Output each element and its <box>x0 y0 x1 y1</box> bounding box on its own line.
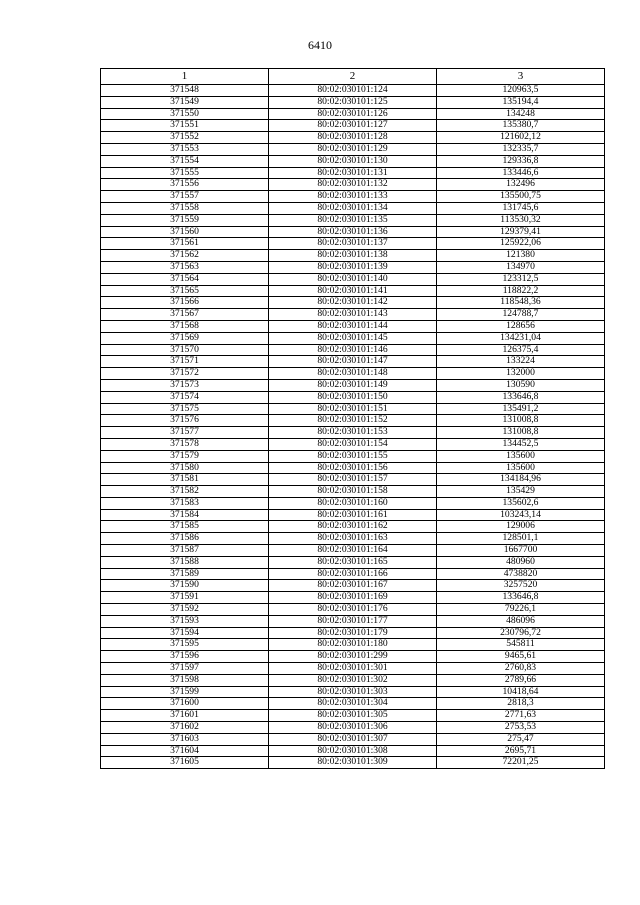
value-cell: 480960 <box>437 556 605 568</box>
record-number-cell: 371558 <box>101 202 269 214</box>
value-cell: 128656 <box>437 320 605 332</box>
record-number-cell: 371589 <box>101 568 269 580</box>
table-row <box>101 108 605 120</box>
table-body <box>101 85 605 769</box>
value-cell: 135194,4 <box>437 96 605 108</box>
record-number-cell: 371573 <box>101 379 269 391</box>
table-row <box>101 320 605 332</box>
table-row <box>101 509 605 521</box>
record-number-cell: 371593 <box>101 615 269 627</box>
value-cell: 134184,96 <box>437 474 605 486</box>
cadastral-number-cell: 80:02:030101:142 <box>269 297 437 309</box>
value-cell: 120963,5 <box>437 85 605 97</box>
registry-table <box>100 68 605 769</box>
cadastral-number-cell: 80:02:030101:128 <box>269 132 437 144</box>
value-cell: 79226,1 <box>437 604 605 616</box>
table-row <box>101 486 605 498</box>
table-row <box>101 332 605 344</box>
table-row <box>101 545 605 557</box>
cadastral-number-cell: 80:02:030101:127 <box>269 120 437 132</box>
cadastral-number-cell: 80:02:030101:135 <box>269 214 437 226</box>
record-number-cell: 371580 <box>101 462 269 474</box>
value-cell: 129336,8 <box>437 155 605 167</box>
record-number-cell: 371592 <box>101 604 269 616</box>
record-number-cell: 371572 <box>101 368 269 380</box>
table-row <box>101 297 605 309</box>
cadastral-number-cell: 80:02:030101:143 <box>269 309 437 321</box>
record-number-cell: 371602 <box>101 722 269 734</box>
cadastral-number-cell: 80:02:030101:132 <box>269 179 437 191</box>
cadastral-number-cell: 80:02:030101:299 <box>269 651 437 663</box>
cadastral-number-cell: 80:02:030101:140 <box>269 273 437 285</box>
cadastral-number-cell: 80:02:030101:158 <box>269 486 437 498</box>
table-row <box>101 155 605 167</box>
table-row <box>101 120 605 132</box>
table-row <box>101 368 605 380</box>
cadastral-number-cell: 80:02:030101:149 <box>269 379 437 391</box>
value-cell: 103243,14 <box>437 509 605 521</box>
cadastral-number-cell: 80:02:030101:157 <box>269 474 437 486</box>
record-number-cell: 371603 <box>101 733 269 745</box>
record-number-cell: 371556 <box>101 179 269 191</box>
record-number-cell: 371549 <box>101 96 269 108</box>
table-row <box>101 85 605 97</box>
table-row <box>101 179 605 191</box>
value-cell: 132335,7 <box>437 143 605 155</box>
record-number-cell: 371570 <box>101 344 269 356</box>
record-number-cell: 371566 <box>101 297 269 309</box>
cadastral-number-cell: 80:02:030101:305 <box>269 710 437 722</box>
page-number: 6410 <box>308 38 332 52</box>
record-number-cell: 371555 <box>101 167 269 179</box>
table-row <box>101 722 605 734</box>
table-row <box>101 674 605 686</box>
table-row <box>101 580 605 592</box>
record-number-cell: 371584 <box>101 509 269 521</box>
cadastral-number-cell: 80:02:030101:161 <box>269 509 437 521</box>
value-cell: 2789,66 <box>437 674 605 686</box>
table-row <box>101 651 605 663</box>
table-row <box>101 356 605 368</box>
cadastral-number-cell: 80:02:030101:129 <box>269 143 437 155</box>
table-row <box>101 568 605 580</box>
table-row <box>101 757 605 769</box>
record-number-cell: 371598 <box>101 674 269 686</box>
record-number-cell: 371579 <box>101 450 269 462</box>
cadastral-number-cell: 80:02:030101:304 <box>269 698 437 710</box>
record-number-cell: 371563 <box>101 261 269 273</box>
cadastral-number-cell: 80:02:030101:156 <box>269 462 437 474</box>
value-cell: 128501,1 <box>437 533 605 545</box>
value-cell: 132496 <box>437 179 605 191</box>
value-cell: 134970 <box>437 261 605 273</box>
record-number-cell: 371553 <box>101 143 269 155</box>
cadastral-number-cell: 80:02:030101:164 <box>269 545 437 557</box>
value-cell: 72201,25 <box>437 757 605 769</box>
cadastral-number-cell: 80:02:030101:126 <box>269 108 437 120</box>
record-number-cell: 371548 <box>101 85 269 97</box>
cadastral-number-cell: 80:02:030101:306 <box>269 722 437 734</box>
table-row <box>101 202 605 214</box>
cadastral-number-cell: 80:02:030101:151 <box>269 403 437 415</box>
record-number-cell: 371574 <box>101 391 269 403</box>
cadastral-number-cell: 80:02:030101:165 <box>269 556 437 568</box>
cadastral-number-cell: 80:02:030101:160 <box>269 497 437 509</box>
record-number-cell: 371583 <box>101 497 269 509</box>
table-row <box>101 96 605 108</box>
record-number-cell: 371550 <box>101 108 269 120</box>
value-cell: 132000 <box>437 368 605 380</box>
value-cell: 275,47 <box>437 733 605 745</box>
record-number-cell: 371559 <box>101 214 269 226</box>
cadastral-number-cell: 80:02:030101:124 <box>269 85 437 97</box>
record-number-cell: 371557 <box>101 191 269 203</box>
table-row <box>101 309 605 321</box>
record-number-cell: 371590 <box>101 580 269 592</box>
value-cell: 121380 <box>437 250 605 262</box>
cadastral-number-cell: 80:02:030101:155 <box>269 450 437 462</box>
value-cell: 130590 <box>437 379 605 391</box>
record-number-cell: 371604 <box>101 745 269 757</box>
value-cell: 2753,53 <box>437 722 605 734</box>
record-number-cell: 371569 <box>101 332 269 344</box>
record-number-cell: 371595 <box>101 639 269 651</box>
cadastral-number-cell: 80:02:030101:177 <box>269 615 437 627</box>
record-number-cell: 371560 <box>101 226 269 238</box>
value-cell: 129379,41 <box>437 226 605 238</box>
table-row <box>101 344 605 356</box>
column-header-1: 1 <box>101 69 269 85</box>
record-number-cell: 371576 <box>101 415 269 427</box>
value-cell: 125922,06 <box>437 238 605 250</box>
cadastral-number-cell: 80:02:030101:150 <box>269 391 437 403</box>
value-cell: 2771,63 <box>437 710 605 722</box>
value-cell: 9465,61 <box>437 651 605 663</box>
table-row <box>101 733 605 745</box>
record-number-cell: 371578 <box>101 438 269 450</box>
cadastral-number-cell: 80:02:030101:308 <box>269 745 437 757</box>
cadastral-number-cell: 80:02:030101:154 <box>269 438 437 450</box>
value-cell: 133646,8 <box>437 391 605 403</box>
table-row <box>101 497 605 509</box>
cadastral-number-cell: 80:02:030101:133 <box>269 191 437 203</box>
record-number-cell: 371605 <box>101 757 269 769</box>
value-cell: 2760,83 <box>437 663 605 675</box>
table-row <box>101 415 605 427</box>
value-cell: 129006 <box>437 521 605 533</box>
record-number-cell: 371552 <box>101 132 269 144</box>
table-row <box>101 427 605 439</box>
cadastral-number-cell: 80:02:030101:134 <box>269 202 437 214</box>
record-number-cell: 371585 <box>101 521 269 533</box>
cadastral-number-cell: 80:02:030101:130 <box>269 155 437 167</box>
cadastral-number-cell: 80:02:030101:125 <box>269 96 437 108</box>
cadastral-number-cell: 80:02:030101:180 <box>269 639 437 651</box>
table-row <box>101 250 605 262</box>
cadastral-number-cell: 80:02:030101:166 <box>269 568 437 580</box>
record-number-cell: 371588 <box>101 556 269 568</box>
value-cell: 10418,64 <box>437 686 605 698</box>
record-number-cell: 371564 <box>101 273 269 285</box>
value-cell: 126375,4 <box>437 344 605 356</box>
record-number-cell: 371594 <box>101 627 269 639</box>
value-cell: 486096 <box>437 615 605 627</box>
table-row <box>101 379 605 391</box>
cadastral-number-cell: 80:02:030101:153 <box>269 427 437 439</box>
record-number-cell: 371568 <box>101 320 269 332</box>
cadastral-number-cell: 80:02:030101:145 <box>269 332 437 344</box>
record-number-cell: 371581 <box>101 474 269 486</box>
table-row <box>101 556 605 568</box>
table-row <box>101 261 605 273</box>
value-cell: 2695,71 <box>437 745 605 757</box>
table-row <box>101 592 605 604</box>
table-row <box>101 167 605 179</box>
cadastral-number-cell: 80:02:030101:138 <box>269 250 437 262</box>
table-row <box>101 132 605 144</box>
value-cell: 118548,36 <box>437 297 605 309</box>
value-cell: 121602,12 <box>437 132 605 144</box>
record-number-cell: 371587 <box>101 545 269 557</box>
value-cell: 133224 <box>437 356 605 368</box>
header-row <box>101 69 605 85</box>
table-row <box>101 639 605 651</box>
cadastral-number-cell: 80:02:030101:131 <box>269 167 437 179</box>
record-number-cell: 371600 <box>101 698 269 710</box>
cadastral-number-cell: 80:02:030101:152 <box>269 415 437 427</box>
record-number-cell: 371565 <box>101 285 269 297</box>
table-row <box>101 474 605 486</box>
table-row <box>101 627 605 639</box>
record-number-cell: 371551 <box>101 120 269 132</box>
value-cell: 124788,7 <box>437 309 605 321</box>
value-cell: 131745,6 <box>437 202 605 214</box>
value-cell: 131008,8 <box>437 415 605 427</box>
column-header-2: 2 <box>269 69 437 85</box>
record-number-cell: 371575 <box>101 403 269 415</box>
value-cell: 1667700 <box>437 545 605 557</box>
table-row <box>101 273 605 285</box>
value-cell: 135602,6 <box>437 497 605 509</box>
record-number-cell: 371571 <box>101 356 269 368</box>
table-row <box>101 604 605 616</box>
table-row <box>101 403 605 415</box>
cadastral-number-cell: 80:02:030101:139 <box>269 261 437 273</box>
value-cell: 3257520 <box>437 580 605 592</box>
cadastral-number-cell: 80:02:030101:162 <box>269 521 437 533</box>
table-row <box>101 143 605 155</box>
value-cell: 133646,8 <box>437 592 605 604</box>
cadastral-number-cell: 80:02:030101:141 <box>269 285 437 297</box>
table-row <box>101 391 605 403</box>
cadastral-number-cell: 80:02:030101:176 <box>269 604 437 616</box>
record-number-cell: 371596 <box>101 651 269 663</box>
table-row <box>101 238 605 250</box>
cadastral-number-cell: 80:02:030101:303 <box>269 686 437 698</box>
value-cell: 113530,32 <box>437 214 605 226</box>
cadastral-number-cell: 80:02:030101:179 <box>269 627 437 639</box>
record-number-cell: 371562 <box>101 250 269 262</box>
value-cell: 135500,75 <box>437 191 605 203</box>
value-cell: 118822,2 <box>437 285 605 297</box>
value-cell: 135429 <box>437 486 605 498</box>
cadastral-number-cell: 80:02:030101:167 <box>269 580 437 592</box>
value-cell: 4738820 <box>437 568 605 580</box>
cadastral-number-cell: 80:02:030101:146 <box>269 344 437 356</box>
value-cell: 135600 <box>437 462 605 474</box>
value-cell: 123312,5 <box>437 273 605 285</box>
value-cell: 135600 <box>437 450 605 462</box>
cadastral-number-cell: 80:02:030101:137 <box>269 238 437 250</box>
cadastral-number-cell: 80:02:030101:307 <box>269 733 437 745</box>
value-cell: 133446,6 <box>437 167 605 179</box>
value-cell: 135380,7 <box>437 120 605 132</box>
table-row <box>101 462 605 474</box>
cadastral-number-cell: 80:02:030101:309 <box>269 757 437 769</box>
cadastral-number-cell: 80:02:030101:144 <box>269 320 437 332</box>
table-row <box>101 285 605 297</box>
value-cell: 134231,04 <box>437 332 605 344</box>
table-row <box>101 533 605 545</box>
record-number-cell: 371586 <box>101 533 269 545</box>
record-number-cell: 371599 <box>101 686 269 698</box>
table-row <box>101 226 605 238</box>
table-row <box>101 450 605 462</box>
cadastral-number-cell: 80:02:030101:301 <box>269 663 437 675</box>
record-number-cell: 371554 <box>101 155 269 167</box>
record-number-cell: 371582 <box>101 486 269 498</box>
table-row <box>101 521 605 533</box>
value-cell: 2818,3 <box>437 698 605 710</box>
cadastral-number-cell: 80:02:030101:169 <box>269 592 437 604</box>
cadastral-number-cell: 80:02:030101:147 <box>269 356 437 368</box>
cadastral-number-cell: 80:02:030101:148 <box>269 368 437 380</box>
record-number-cell: 371561 <box>101 238 269 250</box>
table-row <box>101 698 605 710</box>
value-cell: 135491,2 <box>437 403 605 415</box>
value-cell: 230796,72 <box>437 627 605 639</box>
table-row <box>101 663 605 675</box>
cadastral-number-cell: 80:02:030101:163 <box>269 533 437 545</box>
record-number-cell: 371597 <box>101 663 269 675</box>
table-row <box>101 438 605 450</box>
table-row <box>101 710 605 722</box>
value-cell: 134452,5 <box>437 438 605 450</box>
table-row <box>101 686 605 698</box>
value-cell: 545811 <box>437 639 605 651</box>
table-header <box>101 69 605 85</box>
record-number-cell: 371601 <box>101 710 269 722</box>
cadastral-number-cell: 80:02:030101:302 <box>269 674 437 686</box>
table-row <box>101 191 605 203</box>
column-header-3: 3 <box>437 69 605 85</box>
record-number-cell: 371577 <box>101 427 269 439</box>
value-cell: 134248 <box>437 108 605 120</box>
value-cell: 131008,8 <box>437 427 605 439</box>
table-row <box>101 745 605 757</box>
record-number-cell: 371591 <box>101 592 269 604</box>
table-row <box>101 214 605 226</box>
table-row <box>101 615 605 627</box>
cadastral-number-cell: 80:02:030101:136 <box>269 226 437 238</box>
record-number-cell: 371567 <box>101 309 269 321</box>
